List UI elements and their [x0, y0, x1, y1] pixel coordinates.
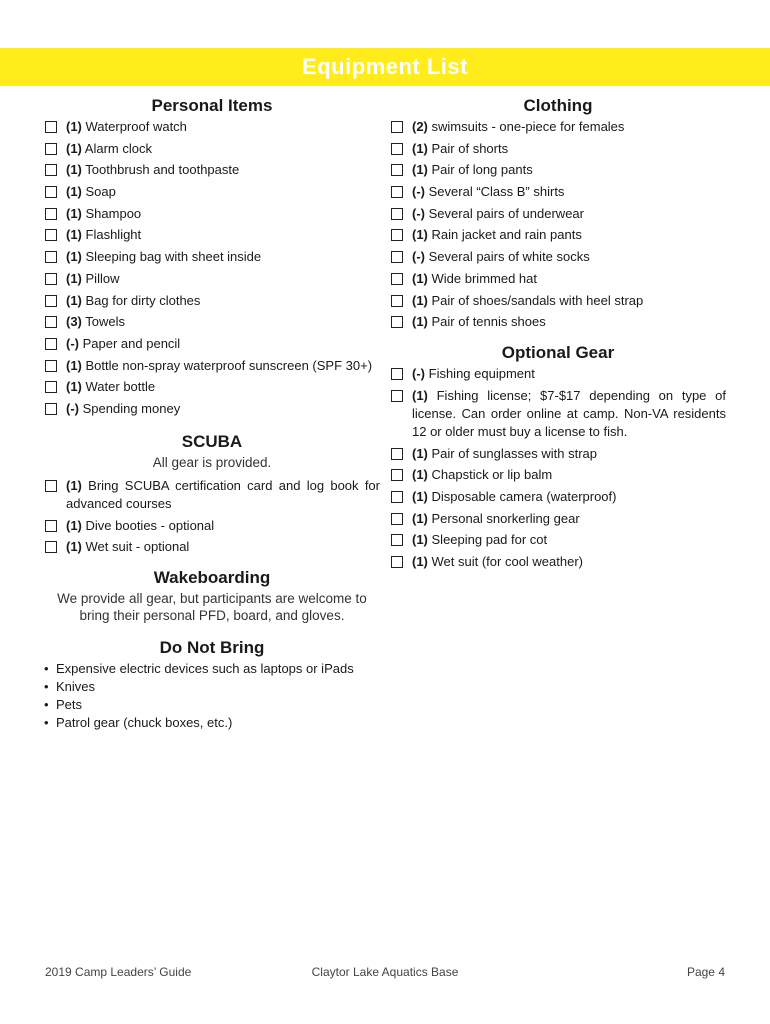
- do-not-bring-item: • Patrol gear (chuck boxes, etc.): [44, 715, 233, 731]
- item-quantity: (1): [412, 314, 428, 330]
- item-label: Fishing license; $7-$17 depending on type of license. Can order online at camp. Non-VA residents 12 or older must buy a license to fish.: [412, 387, 726, 439]
- checklist-item[interactable]: [390, 488, 726, 506]
- item-label: Pair of shoes/sandals with heel strap: [431, 292, 644, 308]
- optional-gear-heading: Optional Gear: [501, 343, 615, 363]
- item-quantity: (1): [66, 184, 82, 200]
- checklist-item[interactable]: [390, 365, 726, 383]
- checkbox-icon[interactable]: [45, 316, 57, 328]
- item-quantity: (1): [412, 445, 428, 461]
- checkbox-icon[interactable]: [391, 491, 403, 503]
- page-title: Equipment List: [302, 54, 468, 79]
- item-quantity: (1): [412, 510, 428, 526]
- checkbox-icon[interactable]: [391, 143, 403, 155]
- optional-gear-list: [390, 365, 726, 571]
- item-quantity: (1): [412, 162, 428, 178]
- checklist-item[interactable]: [44, 292, 380, 310]
- checklist-item[interactable]: [44, 161, 380, 179]
- item-quantity: (1): [66, 140, 82, 156]
- item-quantity: (1): [66, 357, 82, 373]
- item-label: Water bottle: [85, 379, 156, 395]
- item-quantity: (1): [412, 140, 428, 156]
- checklist-item[interactable]: [390, 387, 726, 441]
- item-label: Paper and pencil: [82, 335, 181, 351]
- item-quantity: (1): [412, 292, 428, 308]
- wakeboarding-subtext: We provide all gear, but participants are welcome to bring their personal PFD, board, and gloves.: [57, 591, 367, 624]
- item-label: Pair of sunglasses with strap: [431, 445, 597, 461]
- checkbox-icon[interactable]: [45, 229, 57, 241]
- checkbox-icon[interactable]: [45, 381, 57, 393]
- checklist-item[interactable]: [44, 378, 380, 396]
- checkbox-icon[interactable]: [391, 251, 403, 263]
- clothing-heading: Clothing: [523, 96, 593, 115]
- checklist-item[interactable]: [44, 248, 380, 266]
- checkbox-icon[interactable]: [45, 208, 57, 220]
- checklist-item[interactable]: [390, 205, 726, 223]
- checklist-item[interactable]: [44, 400, 380, 418]
- item-label: Sleeping bag with sheet inside: [85, 249, 262, 265]
- checklist-item[interactable]: [390, 118, 726, 136]
- checklist-item[interactable]: [44, 205, 380, 223]
- do-not-bring-section: [44, 636, 380, 732]
- clothing-list: [390, 118, 726, 331]
- do-not-bring-item: • Pets: [44, 697, 83, 713]
- checkbox-icon[interactable]: [391, 390, 403, 402]
- item-quantity: (-): [66, 400, 79, 416]
- item-label: Several “Class B” shirts: [428, 184, 565, 200]
- item-quantity: (1): [66, 162, 82, 178]
- checkbox-icon[interactable]: [391, 229, 403, 241]
- item-label: Wet suit - optional: [85, 539, 190, 555]
- checkbox-icon[interactable]: [391, 513, 403, 525]
- checklist-item[interactable]: [44, 477, 380, 513]
- item-label: Spending money: [82, 400, 181, 416]
- checkbox-icon[interactable]: [391, 273, 403, 285]
- do-not-bring-list: [44, 660, 380, 732]
- item-quantity: (1): [66, 249, 82, 265]
- item-quantity: (1): [412, 467, 428, 483]
- scuba-heading: SCUBA: [181, 431, 243, 451]
- checklist-item[interactable]: [44, 538, 380, 556]
- checklist-item[interactable]: [44, 118, 380, 136]
- checklist-item[interactable]: [44, 226, 380, 244]
- item-quantity: (1): [66, 517, 82, 533]
- checkbox-icon[interactable]: [45, 121, 57, 133]
- checklist-item[interactable]: [44, 270, 380, 288]
- checkbox-icon[interactable]: [391, 121, 403, 133]
- checkbox-icon[interactable]: [391, 316, 403, 328]
- title-banner: [0, 48, 770, 86]
- item-label: Several pairs of underwear: [428, 205, 584, 221]
- optional-gear-section: [390, 341, 726, 571]
- checklist-item[interactable]: [390, 553, 726, 571]
- item-label: Toothbrush and toothpaste: [85, 162, 240, 178]
- checkbox-icon[interactable]: [45, 143, 57, 155]
- item-quantity: (1): [66, 227, 82, 243]
- item-quantity: (1): [412, 227, 428, 243]
- item-label: Bring SCUBA certification card and log book for advanced courses: [66, 477, 380, 511]
- item-quantity: (1): [66, 379, 82, 395]
- checkbox-icon[interactable]: [45, 295, 57, 307]
- item-quantity: (1): [66, 270, 82, 286]
- item-label: Waterproof watch: [85, 119, 187, 134]
- do-not-bring-item: • Knives: [44, 679, 96, 695]
- checklist-item[interactable]: [390, 313, 726, 331]
- footer-location: Claytor Lake Aquatics Base: [311, 965, 459, 979]
- checklist-item[interactable]: [390, 248, 726, 266]
- personal-items-heading: Personal Items: [151, 96, 273, 115]
- checklist-item[interactable]: [390, 226, 726, 244]
- item-label: Pair of shorts: [431, 140, 509, 156]
- item-quantity: (3): [66, 314, 82, 330]
- checklist-item[interactable]: [390, 510, 726, 528]
- item-label: Several pairs of white socks: [428, 249, 590, 265]
- checkbox-icon[interactable]: [391, 164, 403, 176]
- checklist-item[interactable]: [390, 531, 726, 549]
- personal-items-section: [44, 94, 380, 418]
- do-not-bring-item: • Expensive electric devices such as laptops or iPads: [44, 661, 354, 677]
- checkbox-icon[interactable]: [45, 338, 57, 350]
- item-quantity: (-): [66, 335, 79, 351]
- item-quantity: (1): [412, 270, 428, 286]
- item-quantity: (1): [66, 292, 82, 308]
- item-label: Chapstick or lip balm: [431, 467, 553, 483]
- checklist-item[interactable]: [390, 183, 726, 201]
- checklist-item[interactable]: [390, 292, 726, 310]
- item-label: Wide brimmed hat: [431, 270, 537, 286]
- scuba-subtext: All gear is provided.: [152, 454, 272, 470]
- checklist-item[interactable]: [390, 270, 726, 288]
- item-label: Pair of tennis shoes: [431, 314, 546, 330]
- item-label: Pair of long pants: [431, 162, 533, 178]
- do-not-bring-heading: Do Not Bring: [159, 638, 265, 658]
- item-quantity: (1): [66, 539, 82, 555]
- checklist-item[interactable]: [390, 161, 726, 179]
- checkbox-icon[interactable]: [45, 520, 57, 532]
- item-quantity: (-): [412, 184, 425, 200]
- item-label: Bag for dirty clothes: [85, 292, 201, 308]
- item-quantity: (1): [66, 477, 82, 493]
- checkbox-icon[interactable]: [45, 403, 57, 415]
- checklist-item[interactable]: [390, 140, 726, 158]
- checklist-item[interactable]: [390, 466, 726, 484]
- item-label: Wet suit (for cool weather): [431, 554, 583, 569]
- left-column: [44, 94, 380, 732]
- checkbox-icon[interactable]: [391, 534, 403, 546]
- checkbox-icon[interactable]: [391, 368, 403, 380]
- item-label: Disposable camera (waterproof): [431, 488, 617, 504]
- checkbox-icon[interactable]: [45, 541, 57, 553]
- item-quantity: (1): [66, 205, 82, 221]
- checkbox-icon[interactable]: [391, 295, 403, 307]
- checkbox-icon[interactable]: [45, 360, 57, 372]
- wakeboarding-section: [44, 566, 380, 624]
- checkbox-icon[interactable]: [391, 448, 403, 460]
- item-label: Towels: [85, 314, 126, 330]
- item-label: Bottle non-spray waterproof sunscreen (SPF 30+): [85, 357, 373, 373]
- item-label: Dive booties - optional: [85, 517, 215, 533]
- checklist-item[interactable]: [44, 140, 380, 158]
- footer-page-number: Page 4: [686, 965, 725, 979]
- checkbox-icon[interactable]: [45, 480, 57, 492]
- item-label: Rain jacket and rain pants: [431, 227, 582, 243]
- item-quantity: (1): [66, 119, 82, 134]
- item-label: Personal snorkerling gear: [431, 510, 580, 526]
- item-quantity: (1): [412, 387, 428, 403]
- checklist-item[interactable]: [44, 183, 380, 201]
- checkbox-icon[interactable]: [45, 273, 57, 285]
- item-quantity: (1): [412, 554, 428, 569]
- item-quantity: (-): [412, 249, 425, 265]
- item-label: Pillow: [85, 270, 120, 286]
- personal-items-list: [44, 118, 380, 418]
- footer-guide-title: 2019 Camp Leaders’ Guide: [45, 965, 192, 979]
- right-column: [390, 94, 726, 575]
- checkbox-icon[interactable]: [391, 186, 403, 198]
- checklist-item[interactable]: [390, 445, 726, 463]
- item-quantity: (-): [412, 366, 425, 382]
- item-label: Soap: [85, 184, 116, 200]
- wakeboarding-heading: Wakeboarding: [153, 568, 271, 588]
- checklist-item[interactable]: [44, 335, 380, 353]
- item-label: Fishing equipment: [428, 366, 535, 382]
- checkbox-icon[interactable]: [391, 469, 403, 481]
- item-label: swimsuits - one-piece for females: [431, 119, 625, 134]
- checklist-item[interactable]: [44, 313, 380, 331]
- item-label: Flashlight: [85, 227, 142, 243]
- checkbox-icon[interactable]: [391, 208, 403, 220]
- item-quantity: (2): [412, 119, 428, 134]
- scuba-list: [44, 477, 380, 556]
- item-label: Alarm clock: [84, 140, 152, 156]
- checklist-item[interactable]: [44, 357, 380, 375]
- item-quantity: (-): [412, 205, 425, 221]
- checklist-item[interactable]: [44, 517, 380, 535]
- checkbox-icon[interactable]: [391, 556, 403, 568]
- checkbox-icon[interactable]: [45, 164, 57, 176]
- item-quantity: (1): [412, 488, 428, 504]
- item-label: Shampoo: [85, 205, 142, 221]
- checkbox-icon[interactable]: [45, 186, 57, 198]
- item-label: Sleeping pad for cot: [431, 532, 548, 548]
- item-quantity: (1): [412, 532, 428, 548]
- clothing-section: [390, 94, 726, 331]
- checkbox-icon[interactable]: [45, 251, 57, 263]
- scuba-section: [44, 430, 380, 556]
